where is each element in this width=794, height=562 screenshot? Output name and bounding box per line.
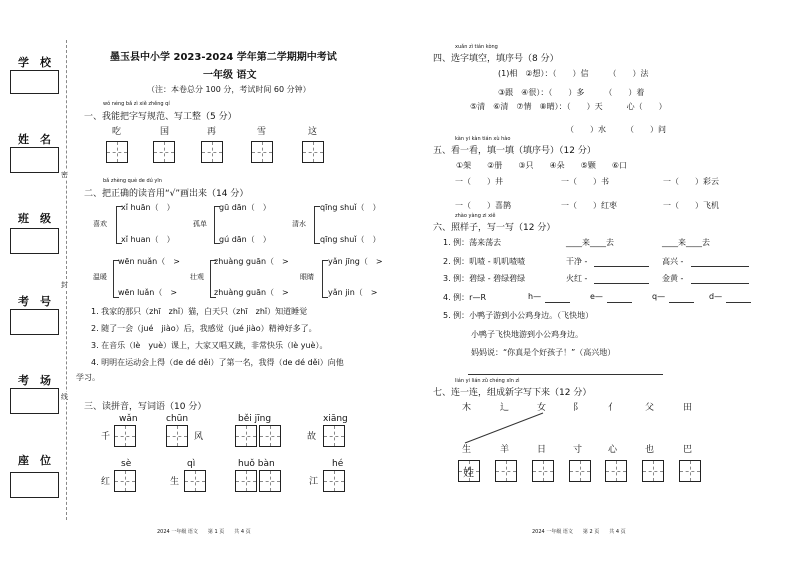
q1-char-5: 这	[308, 127, 318, 137]
q3-grid-2[interactable]	[166, 425, 188, 447]
q4-row-4: （ ）水 （ ）问	[566, 125, 666, 134]
q3-grid-4[interactable]	[323, 425, 345, 447]
q6-ex3-b-line[interactable]	[691, 282, 749, 284]
q1-title: 一、我能把字写规范、写工整（5 分）	[84, 112, 237, 122]
q2-sentence-4: 4. 明明在运动会上得（de dé děi）了第一名，我得（de dé děi）向他	[91, 358, 344, 367]
q1-char-1: 吃	[112, 127, 122, 137]
q2-sentence-2: 2. 随了一会（jué jiào）后，我感觉（jué jiào）精神好多了。	[91, 324, 317, 333]
q6-ex2: 2. 例：叽喳 - 叽叽喳喳	[443, 257, 526, 266]
q3-grid-7b[interactable]	[259, 470, 281, 492]
q6-ex4: 4. 例：r—R	[443, 293, 487, 302]
q6-ex2-b-line[interactable]	[691, 265, 749, 267]
q6-ex3-a-line[interactable]	[594, 282, 649, 284]
q7-top-6[interactable]: 父	[645, 403, 655, 413]
q1-grid-5[interactable]	[302, 141, 324, 163]
q2-word-5: 壮观	[190, 273, 204, 281]
exam-no-field[interactable]	[10, 309, 59, 335]
q1-grid-4[interactable]	[251, 141, 273, 163]
q4-title: 四、选字填空，填序号（8 分）	[433, 54, 559, 64]
q3-pre-8: 江	[309, 477, 319, 487]
name-field[interactable]	[10, 147, 59, 173]
seal-char-1: 密	[61, 171, 68, 179]
exam-title: 墨玉县中小学 2023-2024 学年第二学期期中考试	[110, 52, 337, 63]
q2-opt-6b[interactable]: yǎn jin（ >	[328, 288, 378, 297]
q7-bottom-4[interactable]: 寸	[573, 445, 583, 455]
sidebar-label-class: 班 级	[18, 212, 51, 225]
q6-ex4-q-line[interactable]	[669, 301, 694, 303]
sidebar-label-school: 学 校	[18, 56, 51, 69]
q7-bottom-1[interactable]: 生	[462, 445, 472, 455]
q5-row-6: 一（ ）飞机	[663, 201, 719, 210]
q3-pre-6: 生	[170, 477, 180, 487]
q2-opt-5a[interactable]: zhuàng guān（ >	[214, 257, 289, 266]
q3-post-2: 风	[194, 432, 204, 442]
q4-row-3: ⑤清 ⑥清 ⑦情 ⑧晴）：（ ）天 心（ ）	[470, 102, 667, 111]
q2-word-1: 喜欢	[93, 220, 107, 228]
q3-py-2: chūn	[166, 414, 189, 424]
q3-pre-4: 故	[307, 432, 317, 442]
q2-word-2: 孤单	[193, 220, 207, 228]
q2-opt-1b[interactable]: xǐ huan（ ）	[121, 235, 175, 244]
q7-grid-3[interactable]	[532, 460, 554, 482]
q2-opt-3a[interactable]: qīng shuǐ（ ）	[320, 203, 381, 212]
seal-char-3: 线	[61, 393, 68, 401]
q7-bottom-2[interactable]: 羊	[500, 445, 510, 455]
q1-grid-1[interactable]	[106, 141, 128, 163]
page2-footer: 2024 一年级 语文 第 2 页 共 4 页	[532, 529, 626, 535]
q6-ex3: 3. 例：碧绿 - 碧绿碧绿	[443, 274, 526, 283]
q2-sentence-3: 3. 在音乐（lè yuè）课上，大家又唱又跳，非常快乐（lè yuè）。	[91, 341, 328, 350]
q7-top-5[interactable]: 亻	[608, 403, 618, 413]
q5-pinyin: kàn yi kàn tián xù hào	[455, 136, 511, 142]
q3-title: 三、读拼音，写词语（10 分）	[84, 402, 207, 412]
q7-title: 七、连一连，组成新字写下来（12 分）	[433, 388, 592, 398]
q7-example-link-line	[460, 410, 550, 446]
q6-ex4-e: e—	[590, 292, 603, 301]
q7-bottom-6[interactable]: 也	[645, 445, 655, 455]
q7-grid-2[interactable]	[495, 460, 517, 482]
q7-top-2[interactable]: 辶	[500, 403, 510, 413]
q7-example-char: 姓	[463, 466, 474, 479]
q6-ex1-a[interactable]: ____来____去	[566, 238, 614, 247]
q1-grid-2[interactable]	[153, 141, 175, 163]
school-field[interactable]	[10, 70, 59, 94]
q3-grid-3a[interactable]	[235, 425, 257, 447]
q3-grid-3b[interactable]	[259, 425, 281, 447]
q7-top-1[interactable]: 木	[462, 403, 472, 413]
page1-footer: 2024 一年级 语文 第 1 页 共 4 页	[157, 529, 251, 535]
q3-py-3: běi jīng	[238, 414, 272, 424]
sidebar-label-name: 姓 名	[18, 133, 51, 146]
q6-ex1-b[interactable]: ____来____去	[662, 238, 710, 247]
q3-py-5: sè	[121, 459, 132, 469]
q2-opt-4b[interactable]: wēn luǎn（ >	[118, 288, 178, 297]
q1-char-2: 国	[160, 127, 170, 137]
q2-word-3: 清水	[292, 220, 306, 228]
q6-ex5: 5. 例：小鸭子游到小公鸡身边。（飞快地）	[443, 311, 594, 320]
q6-ex2-b: 高兴 -	[662, 257, 684, 266]
q2-opt-6a[interactable]: yǎn jīng（ >	[328, 257, 383, 266]
q1-char-3: 再	[207, 127, 217, 137]
q6-ex2-a-line[interactable]	[594, 265, 649, 267]
exam-note: （注：本卷总分 100 分，考试时间 60 分钟）	[147, 85, 311, 94]
seal-char-2: 封	[61, 281, 68, 289]
exam-subtitle: 一年级 语文	[203, 70, 257, 81]
q1-pinyin: wǒ néng bǎ zì xiě zhěng qí	[103, 101, 170, 107]
q2-sentence-1: 1. 我家的那只（zhī zhǐ）猫，白天只（zhī zhǐ）知道睡觉	[91, 307, 308, 316]
q4-pinyin: xuǎn zì tián kòng	[455, 44, 498, 50]
seat-field[interactable]	[10, 472, 59, 498]
q6-ex5-line1: 小鸭子飞快地游到小公鸡身边。	[471, 330, 583, 339]
q3-pre-5: 红	[101, 477, 111, 487]
q2-opt-4a[interactable]: wēn nuǎn（ >	[118, 257, 180, 266]
q6-ex2-a: 干净 -	[566, 257, 588, 266]
q1-char-4: 雪	[257, 127, 267, 137]
q2-opt-2b[interactable]: gú dān（ ）	[219, 235, 271, 244]
q5-row-3: 一（ ）彩云	[663, 177, 719, 186]
q3-py-6: qì	[187, 459, 196, 469]
q2-pinyin: bǎ zhèng què de dú yīn	[103, 178, 162, 184]
q6-pinyin: zhào yàng zi xiě	[455, 213, 496, 219]
q2-title: 二、把正确的读音用“√”画出来（14 分）	[84, 189, 249, 199]
q3-py-8: hé	[332, 459, 344, 469]
q7-pinyin: lián yi lián zǔ chéng xīn zì	[455, 378, 520, 384]
q6-ex4-h: h—	[528, 292, 542, 301]
exam-room-field[interactable]	[10, 388, 59, 414]
q4-row-1: (1)相 ②想）：（ ）信 （ ）法	[498, 69, 649, 78]
q3-pre-1: 千	[101, 432, 111, 442]
q3-grid-7a[interactable]	[235, 470, 257, 492]
q7-grid-6[interactable]	[642, 460, 664, 482]
q5-row-5: 一（ ）红枣	[561, 201, 617, 210]
q6-ex3-a: 火红 -	[566, 274, 588, 283]
q3-py-1: wǎn	[119, 414, 138, 424]
q7-grid-5[interactable]	[605, 460, 627, 482]
q7-bottom-7[interactable]: 巴	[683, 445, 693, 455]
q5-title: 五、看一看，填一填（填序号）（12 分）	[433, 146, 596, 156]
q6-ex4-e-line[interactable]	[607, 301, 632, 303]
q7-top-7[interactable]: 田	[683, 403, 693, 413]
q5-row-2: 一（ ）书	[561, 177, 609, 186]
q5-row-1: 一（ ）井	[455, 177, 503, 186]
q6-ex4-d-line[interactable]	[726, 301, 751, 303]
q4-row-2: ③跟 ④很）：（ ）多 （ ）着	[498, 88, 645, 97]
q2-word-4: 温暖	[93, 273, 107, 281]
q7-grid-4[interactable]	[569, 460, 591, 482]
q3-grid-1[interactable]	[114, 425, 136, 447]
q2-sentence-tail: 学习。	[76, 373, 100, 382]
class-field[interactable]	[10, 228, 59, 254]
sidebar-label-exam-no: 考 号	[18, 295, 51, 308]
q6-ex4-q: q—	[652, 292, 666, 301]
q2-opt-5b[interactable]: zhuàng guān（ >	[214, 288, 289, 297]
q6-ex5-line2: 妈妈说：“你真是个好孩子！”（高兴地）	[471, 348, 616, 357]
q2-opt-3b[interactable]: qīng shuǐ（ ）	[320, 235, 381, 244]
q3-grid-5[interactable]	[114, 470, 136, 492]
q6-ex5-answer-line[interactable]	[468, 373, 663, 375]
q7-bottom-3[interactable]: 日	[537, 445, 547, 455]
q6-title: 六、照样子，写一写（12 分）	[433, 223, 556, 233]
q5-options: ①架 ②册 ③只 ④朵 ⑤颗 ⑥口	[456, 161, 628, 170]
q6-ex4-d: d—	[709, 292, 723, 301]
q6-ex1: 1. 例：荡来荡去	[443, 238, 502, 247]
q7-grid-7[interactable]	[679, 460, 701, 482]
q3-grid-8[interactable]	[323, 470, 345, 492]
q5-row-4: 一（ ）喜鹊	[455, 201, 511, 210]
sidebar-label-seat: 座 位	[18, 454, 51, 467]
q2-opt-1a[interactable]: xǐ huān（ ）	[121, 203, 175, 212]
q6-ex4-h-line[interactable]	[545, 301, 570, 303]
q7-top-3[interactable]: 女	[537, 403, 547, 413]
q7-top-4[interactable]: 阝	[573, 403, 583, 413]
q2-opt-2a[interactable]: gū dān（ ）	[219, 203, 271, 212]
sidebar-label-exam-room: 考 场	[18, 374, 51, 387]
q2-word-6: 眼睛	[300, 273, 314, 281]
q3-grid-6[interactable]	[184, 470, 206, 492]
q3-py-4: xiāng	[323, 414, 348, 424]
q7-bottom-5[interactable]: 心	[608, 445, 618, 455]
q6-ex3-b: 金黄 -	[662, 274, 684, 283]
q3-py-7: huǒ bàn	[238, 459, 275, 469]
q1-grid-3[interactable]	[201, 141, 223, 163]
